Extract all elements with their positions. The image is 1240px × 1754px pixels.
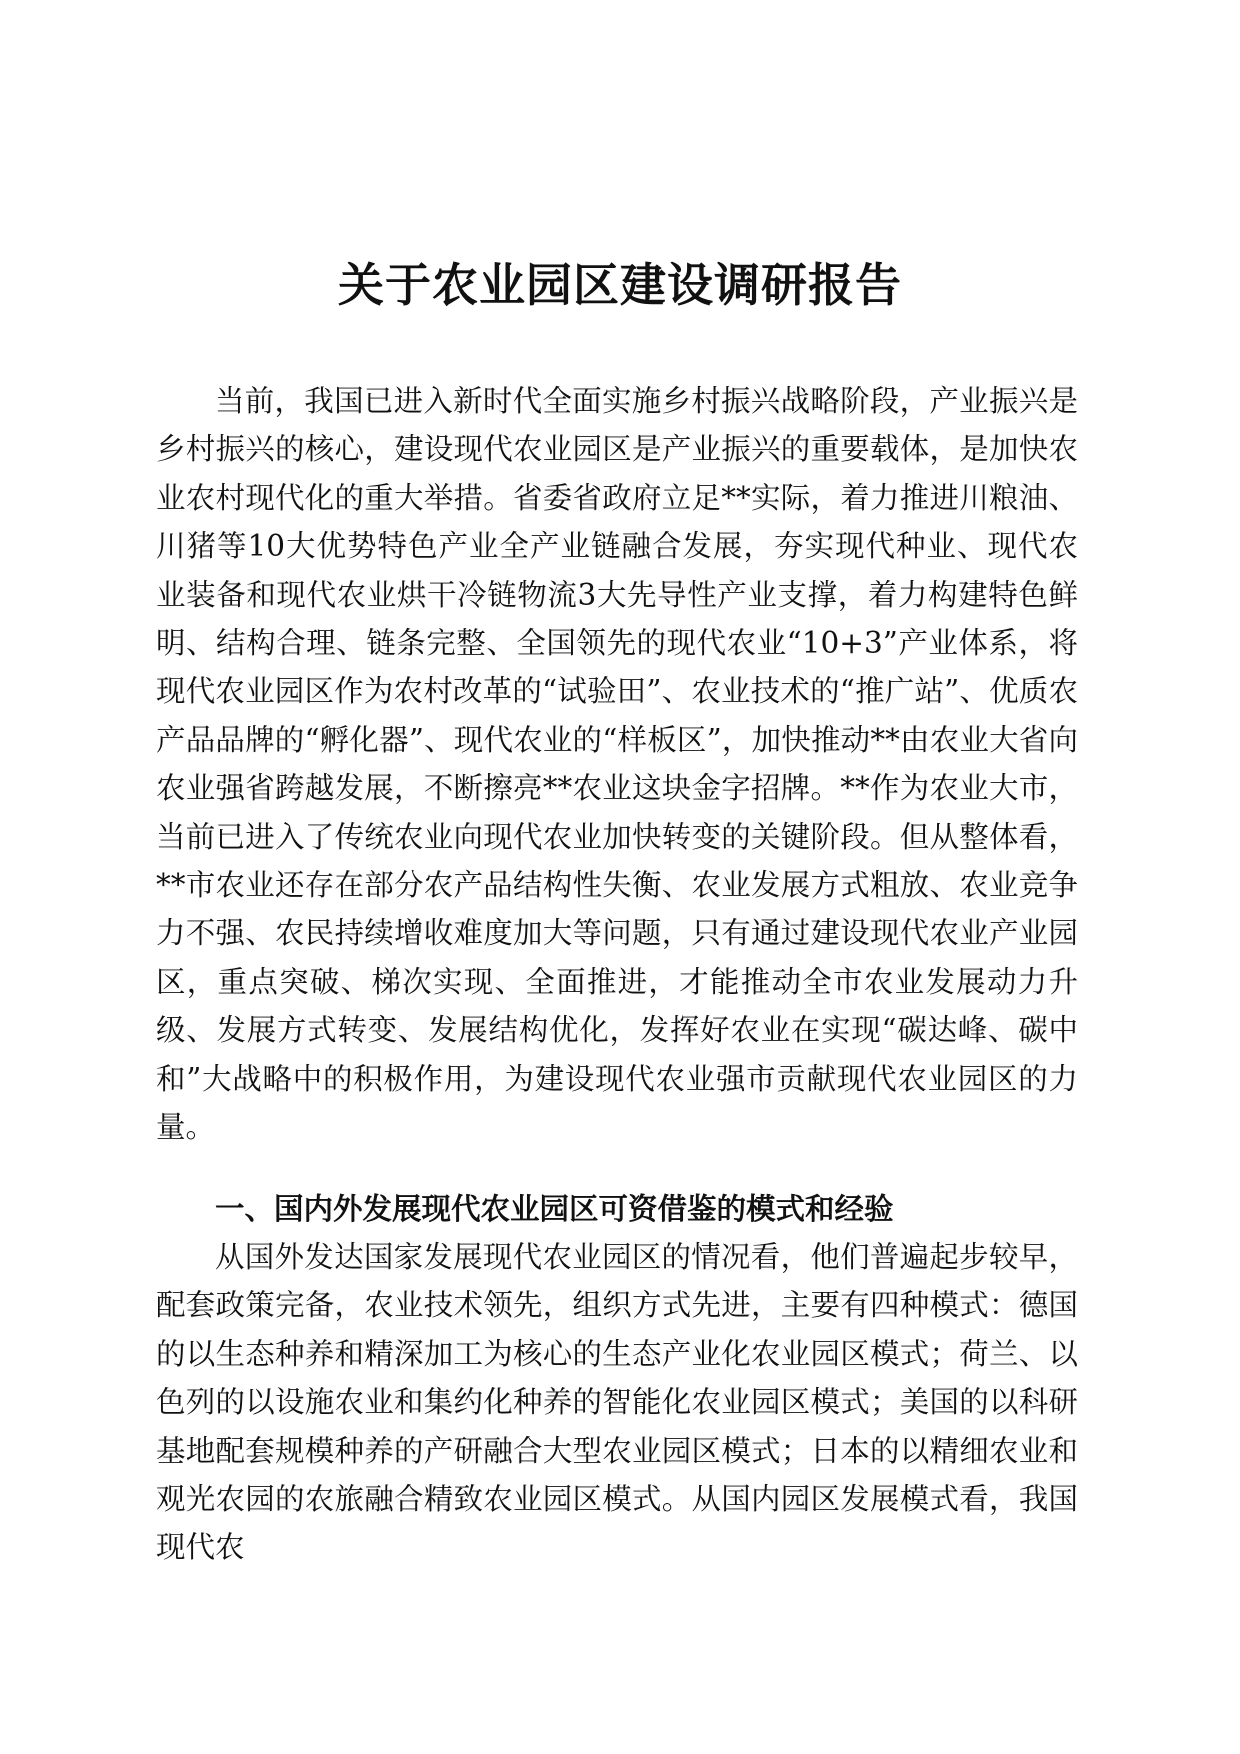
section-heading: 一、国内外发展现代农业园区可资借鉴的模式和经验: [215, 1192, 894, 1226]
document-title: 关于农业园区建设调研报告: [338, 258, 902, 312]
section-paragraph: 从国外发达国家发展现代农业园区的情况看，他们普遍起步较早，配套政策完备，农业技术领先，组织方式先进，主要有四种模式：德国的以生态种养和精深加工为核心的生态产业化农业园区模式；荷兰、以色列的以设施农业和集约化种养的智能化农业园区模式；美国的以科研基地配套规模种养的产研融合大型农业园区模式；日本的以精细农业和观光农园的农旅融合精致农业园区模式。从国内园区发展模式看，我国现代农: [156, 1240, 1078, 1565]
intro-paragraph: 当前，我国已进入新时代全面实施乡村振兴战略阶段，产业振兴是乡村振兴的核心，建设现代农业园区是产业振兴的重要载体，是加快农业农村现代化的重大举措。省委省政府立足**实际，着力推进川粮油、川猪等10大优势特色产业全产业链融合发展，夯实现代种业、现代农业装备和现代农业烘干冷链物流3大先导性产业支撑，着力构建特色鲜明、结构合理、链条完整、全国领先的现代农业“10+3”产业体系，将现代农业园区作为农村改革的“试验田”、农业技术的“推广站”、优质农产品品牌的“孵化器”、现代农业的“样板区”，加快推动**由农业大省向农业强省跨越发展，不断擦亮**农业这块金字招牌。**作为农业大市，当前已进入了传统农业向现代农业加快转变的关键阶段。但从整体看，**市农业还存在部分农产品结构性失衡、农业发展方式粗放、农业竞争力不强、农民持续增收难度加大等问题，只有通过建设现代农业产业园区，重点突破、梯次实现、全面推进，才能推动全市农业发展动力升级、发展方式转变、发展结构优化，发挥好农业在实现“碳达峰、碳中和”大战略中的积极作用，为建设现代农业强市贡献现代农业园区的力量。: [156, 384, 1078, 1145]
